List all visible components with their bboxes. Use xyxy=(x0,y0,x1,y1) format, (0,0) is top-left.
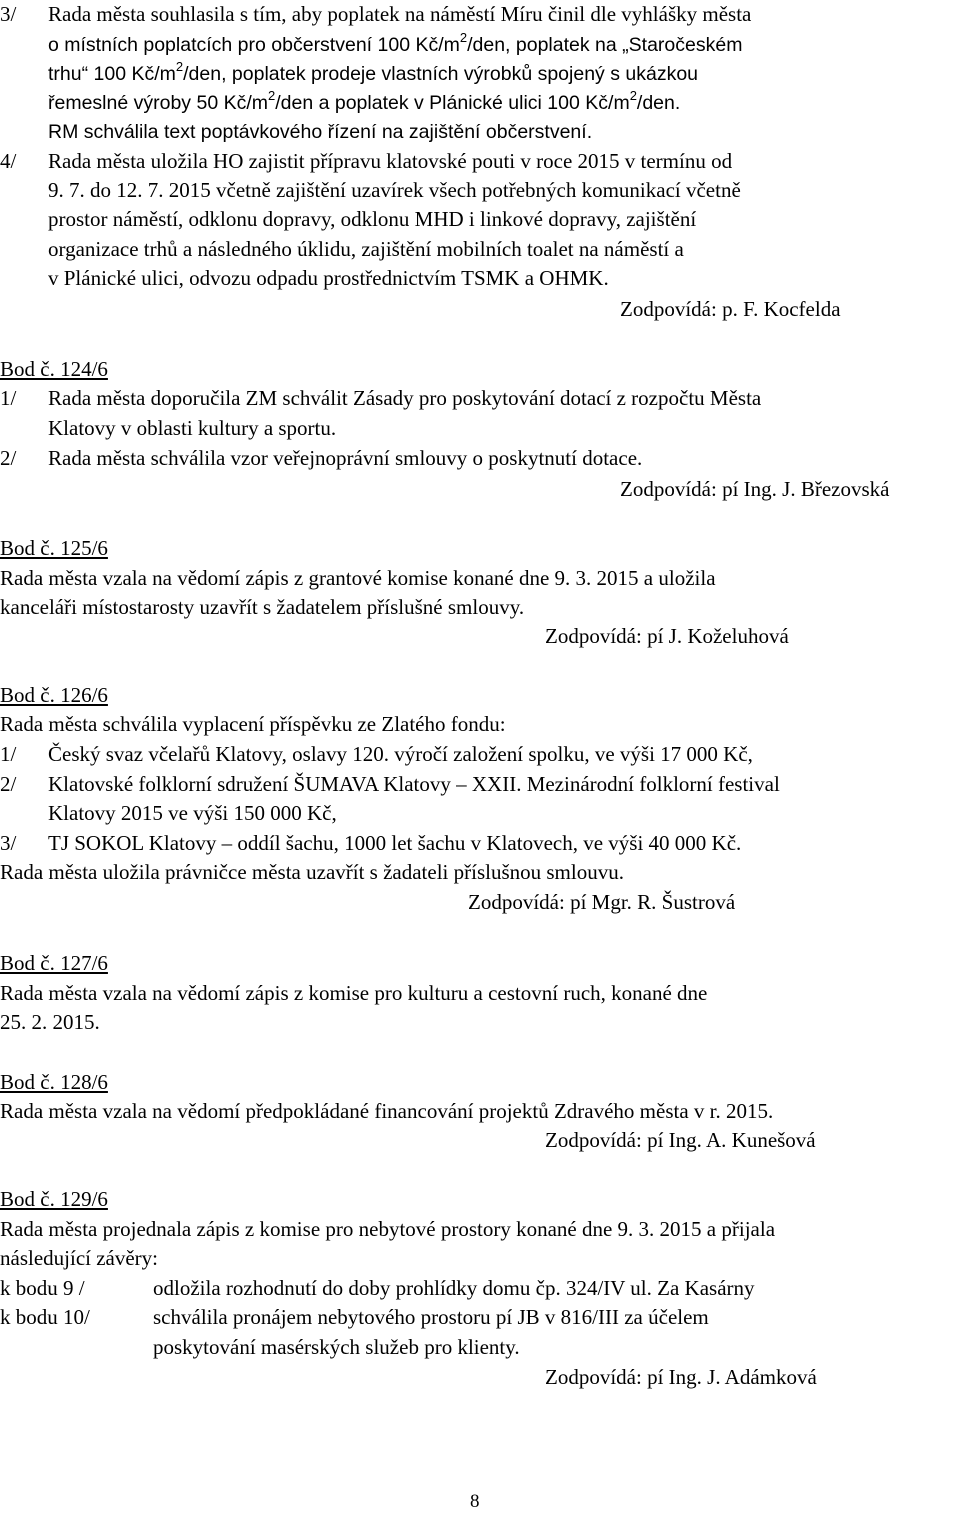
bod-124-item-1-number: 1/ xyxy=(0,386,17,410)
bod-128-heading: Bod č. 128/6 xyxy=(0,1070,108,1094)
bod-124-item-1-line-1: Rada města doporučila ZM schválit Zásady pro poskytování dotací z rozpočtu Města xyxy=(48,386,762,410)
responsible-kozeluhova: Zodpovídá: pí J. Koželuhová xyxy=(545,624,789,648)
responsible-kunesova: Zodpovídá: pí Ing. A. Kunešová xyxy=(545,1128,816,1152)
bod-126-item-2-number: 2/ xyxy=(0,772,17,796)
bod-129-line-2: následující závěry: xyxy=(0,1246,159,1270)
bod-126-intro: Rada města schválila vyplacení příspěvku ze Zlatého fondu: xyxy=(0,712,506,736)
bod-129-k10-line-1: schválila pronájem nebytového prostoru pí JB v 816/III za účelem xyxy=(153,1305,709,1329)
bod-128-line-1: Rada města vzala na vědomí předpokládané financování projektů Zdravého města v r. 2015. xyxy=(0,1099,774,1123)
bod-126-item-2-line-2: Klatovy 2015 ve výši 150 000 Kč, xyxy=(48,801,337,825)
bod-124-item-2-number: 2/ xyxy=(0,446,17,470)
responsible-adamkova: Zodpovídá: pí Ing. J. Adámková xyxy=(545,1365,817,1389)
item-3-line-5: RM schválila text poptávkového řízení na zajištění občerstvení. xyxy=(48,121,593,143)
bod-125-line-2: kanceláři místostarosty uzavřít s žadatelem příslušné smlouvy. xyxy=(0,595,525,619)
item-4-line-3: prostor náměstí, odklonu dopravy, odklonu MHD i linkové dopravy, zajištění xyxy=(48,207,697,231)
item-4-line-1: Rada města uložila HO zajistit přípravu klatovské pouti v roce 2015 v termínu od xyxy=(48,149,733,173)
page-number: 8 xyxy=(470,1491,480,1512)
bod-126-item-2-line-1: Klatovské folklorní sdružení ŠUMAVA Klatovy – XXII. Mezinárodní folklorní festival xyxy=(48,772,780,796)
item-3-line-3: trhu“ 100 $Kč/m^2$/den, poplatek prodeje vlastních výrobků spojený s ukázkou xyxy=(48,59,699,85)
item-3-line-1: Rada města souhlasila s tím, aby poplatek na náměstí Míru činil dle vyhlášky města xyxy=(48,2,752,26)
bod-125-heading: Bod č. 125/6 xyxy=(0,536,108,560)
item-4-line-2: 9. 7. do 12. 7. 2015 včetně zajištění uzavírek všech potřebných komunikací včetně xyxy=(48,178,741,202)
item-3-number: 3/ xyxy=(0,2,17,26)
bod-126-closing: Rada města uložila právničce města uzavřít s žadateli příslušnou smlouvu. xyxy=(0,860,624,884)
bod-126-item-3-line-1: TJ SOKOL Klatovy – oddíl šachu, 1000 let šachu v Klatovech, ve výši 40 000 Kč. xyxy=(48,831,742,855)
bod-127-heading: Bod č. 127/6 xyxy=(0,951,108,975)
bod-129-k10-line-2: poskytování masérských služeb pro klienty. xyxy=(153,1335,520,1359)
responsible-sustrova: Zodpovídá: pí Mgr. R. Šustrová xyxy=(468,890,736,914)
bod-124-item-2-line-1: Rada města schválila vzor veřejnoprávní smlouvy o poskytnutí dotace. xyxy=(48,446,643,470)
bod-125-line-1: Rada města vzala na vědomí zápis z grantové komise konané dne 9. 3. 2015 a uložila xyxy=(0,566,716,590)
responsible-kocfelda: Zodpovídá: p. F. Kocfelda xyxy=(620,297,841,321)
responsible-brezovska: Zodpovídá: pí Ing. J. Březovská xyxy=(620,477,890,501)
bod-126-item-1-line-1: Český svaz včelařů Klatovy, oslavy 120. výročí založení spolku, ve výši 17 000 Kč, xyxy=(48,742,753,766)
bod-124-item-1-line-2: Klatovy v oblasti kultury a sportu. xyxy=(48,416,337,440)
bod-124-heading: Bod č. 124/6 xyxy=(0,357,108,381)
bod-127-line-1: Rada města vzala na vědomí zápis z komise pro kulturu a cestovní ruch, konané dne xyxy=(0,981,708,1005)
item-4-number: 4/ xyxy=(0,149,17,173)
item-3-line-4: řemeslné výroby 50 $Kč/m^2$/den a poplatek v Plánické ulici 100 $Kč/m^2$/den. xyxy=(48,88,681,114)
bod-126-item-3-number: 3/ xyxy=(0,831,17,855)
bod-126-heading: Bod č. 126/6 xyxy=(0,683,108,707)
item-4-line-4: organizace trhů a následného úklidu, zajištění mobilních toalet na náměstí a xyxy=(48,237,684,261)
bod-129-k10-label: k bodu 10/ xyxy=(0,1305,90,1329)
bod-129-k9-label: k bodu 9 / xyxy=(0,1276,85,1300)
bod-129-heading: Bod č. 129/6 xyxy=(0,1187,108,1211)
bod-129-line-1: Rada města projednala zápis z komise pro nebytové prostory konané dne 9. 3. 2015 a přijala xyxy=(0,1217,776,1241)
bod-127-line-2: 25. 2. 2015. xyxy=(0,1010,100,1034)
item-3-line-2: o místních poplatcích pro občerstvení 100 $Kč/m^2$/den, poplatek na „Staročeském xyxy=(48,30,743,56)
bod-129-k9-text: odložila rozhodnutí do doby prohlídky domu čp. 324/IV ul. Za Kasárny xyxy=(153,1276,755,1300)
bod-126-item-1-number: 1/ xyxy=(0,742,17,766)
item-4-line-5: v Plánické ulici, odvozu odpadu prostřednictvím TSMK a OHMK. xyxy=(48,266,609,290)
